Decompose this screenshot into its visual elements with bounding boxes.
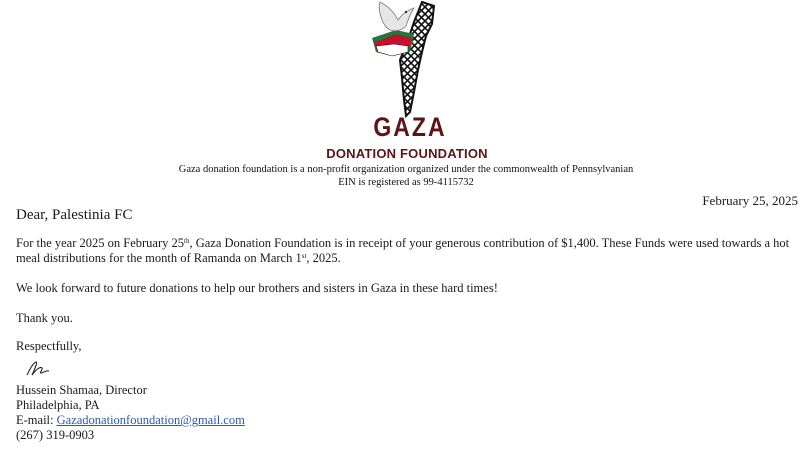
dove-map-keffiyeh-logo-icon bbox=[362, 0, 452, 118]
respectfully-line: Respectfully, bbox=[16, 339, 82, 353]
thank-you-line: Thank you. bbox=[16, 311, 73, 325]
org-description: Gaza donation foundation is a non-profit organization organized under the commonwealth of Pennsylvanian bbox=[178, 164, 634, 175]
signoff-name: Hussein Shamaa, Director bbox=[16, 383, 147, 397]
brand-title: GAZA bbox=[373, 111, 447, 142]
email-link[interactable]: Gazadonationfoundation@gmail.com bbox=[56, 413, 245, 427]
brand-subtitle: DONATION FOUNDATION bbox=[326, 146, 488, 161]
signoff-email-row bbox=[16, 413, 245, 428]
letter-date: February 25, 2025 bbox=[702, 193, 798, 208]
signoff-location: Philadelphia, PA bbox=[16, 398, 100, 412]
org-ein: EIN is registered as 99-4115732 bbox=[338, 177, 474, 188]
receipt-text-b: , Gaza Donation Foundation is in receipt of your generous contribution of $1,400. These Funds were used towards a hot meal distributions for the month of Ramanda on March 1 bbox=[16, 236, 790, 265]
receipt-text-a: For the year 2025 on February 25 bbox=[16, 236, 185, 250]
signoff-block bbox=[16, 383, 245, 443]
receipt-paragraph bbox=[16, 236, 802, 266]
signoff-phone: (267) 319-0903 bbox=[16, 428, 95, 442]
letter-greeting: Dear, Palestinia FC bbox=[16, 207, 133, 223]
receipt-sup-st: st bbox=[301, 252, 307, 260]
future-donations-paragraph: We look forward to future donations to help our brothers and sisters in Gaza in these hard times! bbox=[16, 281, 498, 295]
receipt-sup-th: th bbox=[184, 237, 190, 245]
email-label: E-mail: bbox=[16, 413, 57, 427]
handwritten-signature-icon bbox=[24, 359, 52, 379]
receipt-text-c: , 2025. bbox=[306, 251, 341, 265]
